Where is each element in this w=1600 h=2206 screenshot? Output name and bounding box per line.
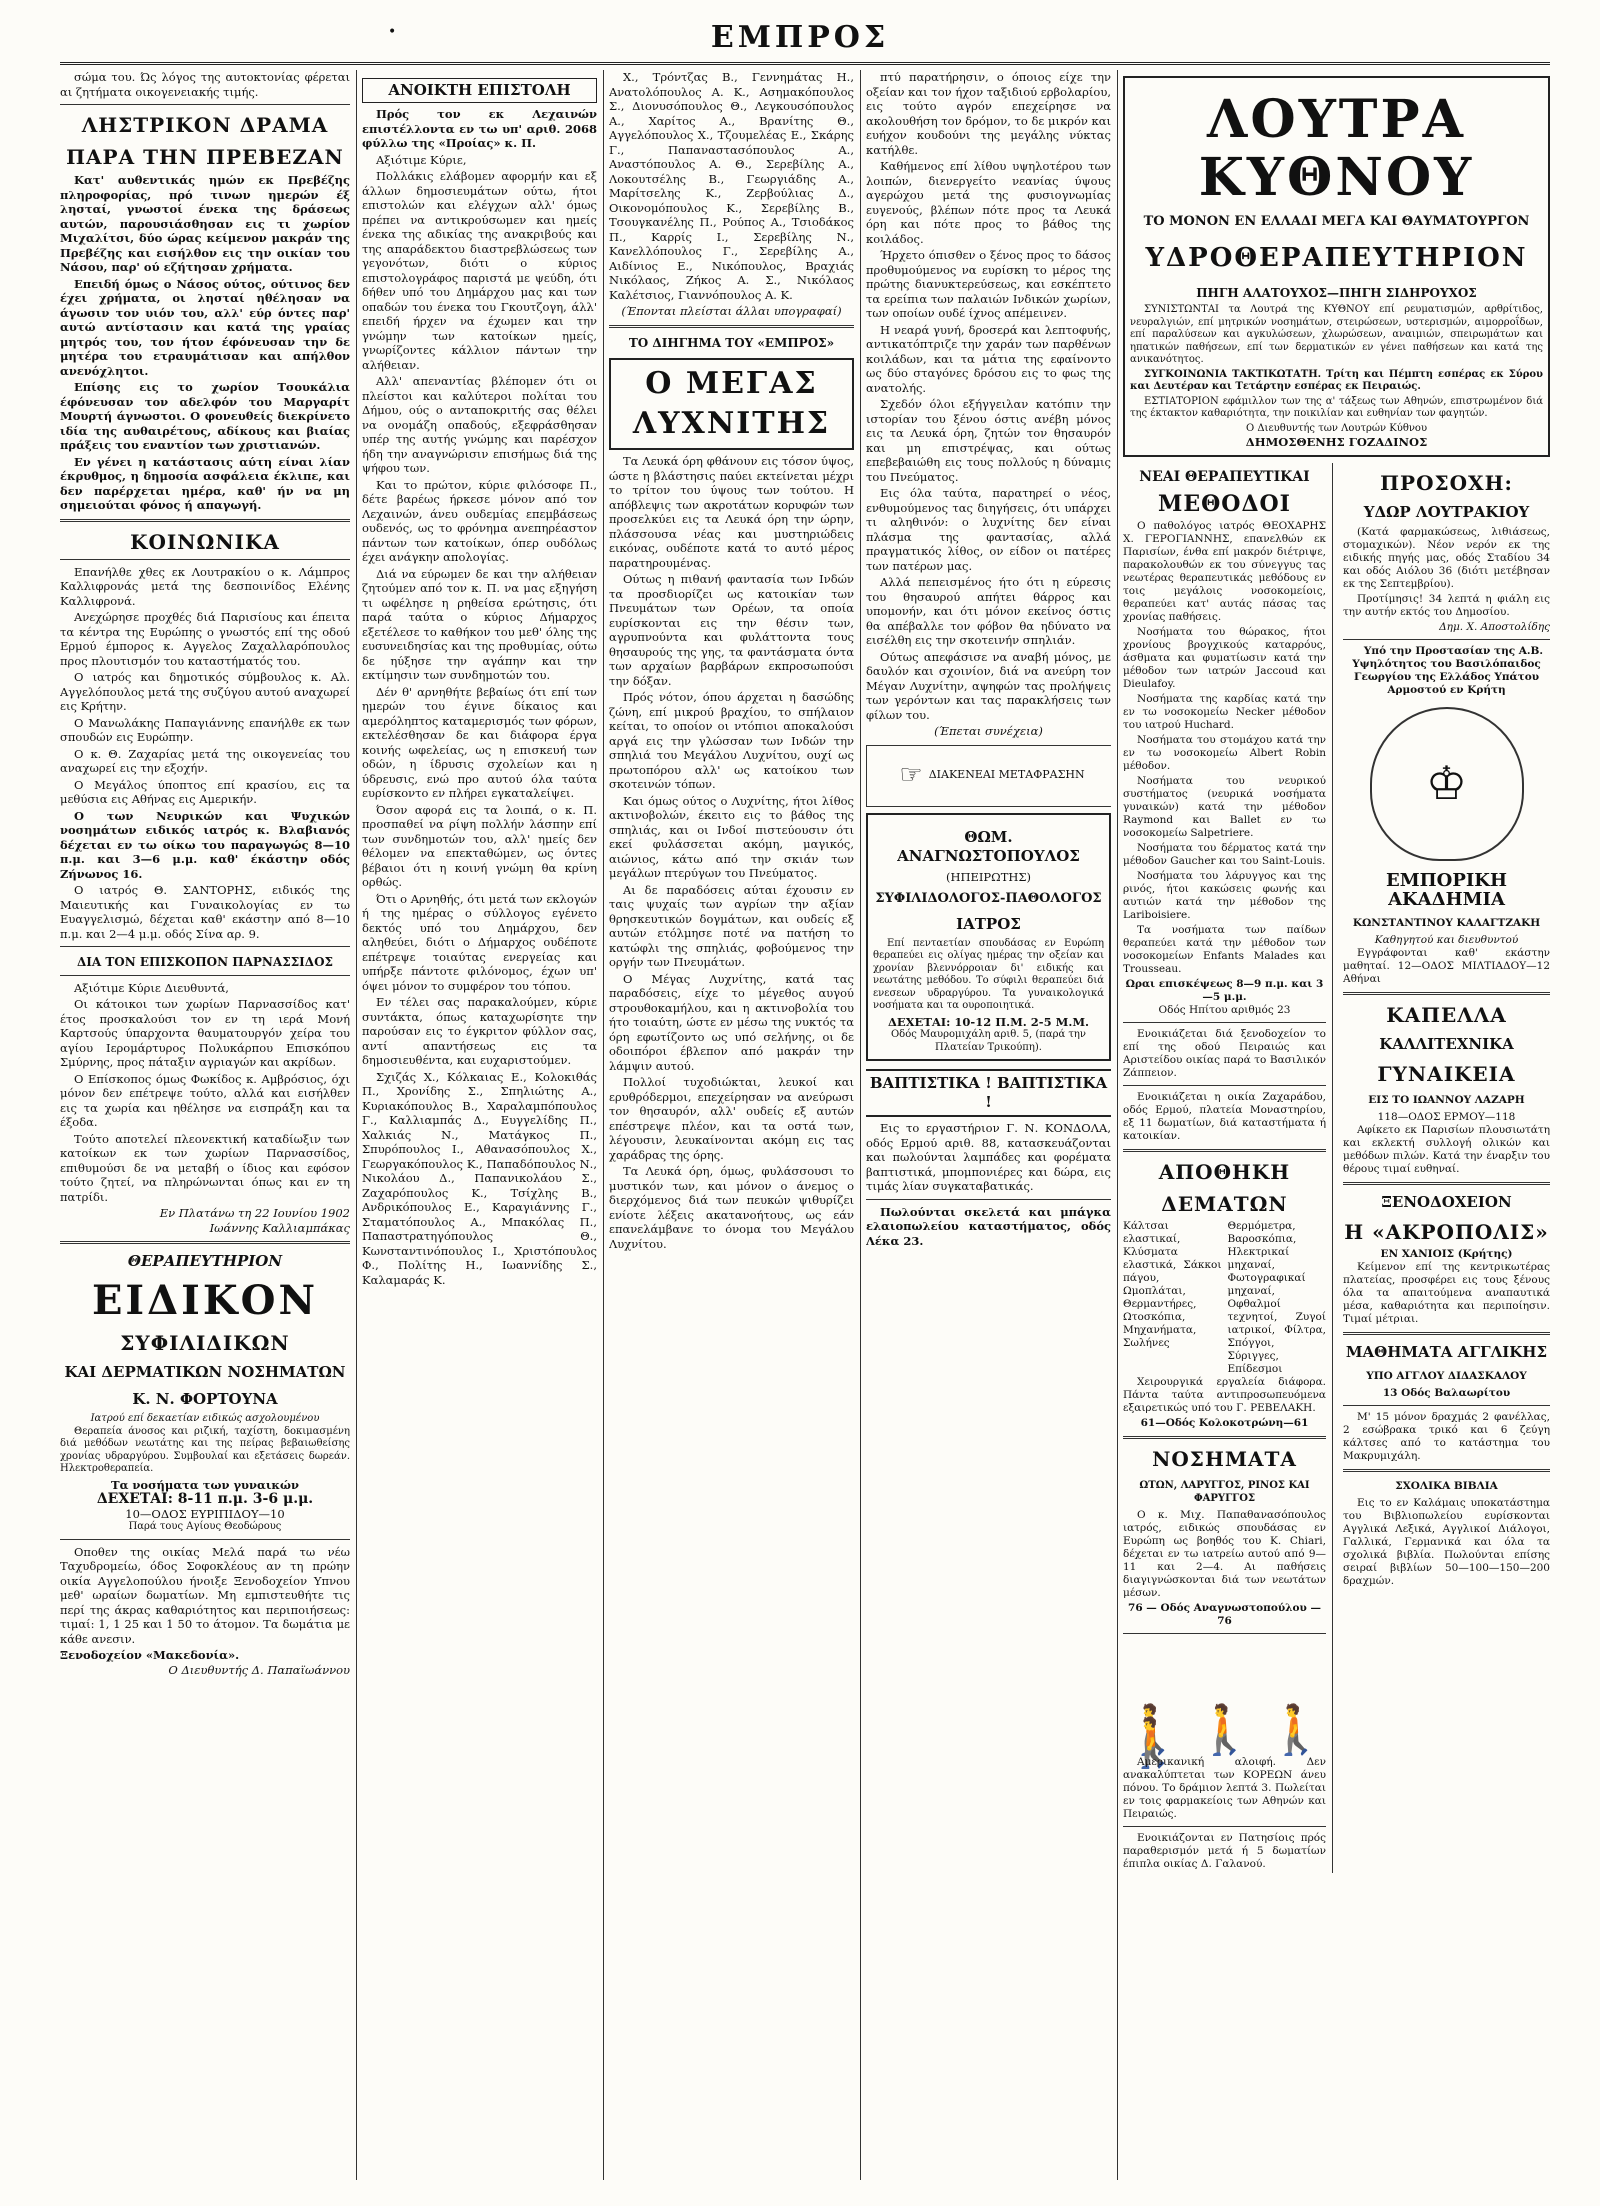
divider	[60, 1539, 350, 1540]
ad-address: 118—ΟΔΟΣ ΕΡΜΟΥ—118	[1377, 1110, 1516, 1123]
paragraph: Εν τέλει σας παρακαλούμεν, κύριε συντάκτα, όπως καταχωρίσητε την παρούσαν εις το έγκριτον φύλλον σας, αντί απαντήσεως εις τα δημοσιευθέντα, και ευχαριστούμεν.	[362, 995, 597, 1067]
ad-subtitle: ΥΠΟ ΑΓΓΛΟΥ ΔΙΔΑΣΚΑΛΟΥ	[1366, 1369, 1527, 1382]
ad-address: 13 Οδός Βαλαωρίτου	[1382, 1386, 1511, 1399]
ad-body: ΣΥΝΙΣΤΩΝΤΑΙ τα Λουτρά της ΚΥΘΝΟΥ επί ρευματισμών, αρθρίτιδος, νευραλγιών, επί μητρικών νοσημάτων, στειρώσεων, υστερισμών, αιμορροΐδων, επί παραλύσεων και αγκυλώσεων, χλωρώσεων, αναιμιών, σπειρωμάτων και ηπατικών παθήσεων, επί των δερματικών εν γένει παθήσεων και κατά της ανικανότητος.	[1130, 304, 1543, 365]
paragraph: Ούτως απεφάσισε να αναβή μόνος, με δαυλόν και σχοινίον, διά να ανεύρη τον Μέγαν Λυχνίτην, αψηφών τας προλήψεις των γερόντων και τας παρακλήσεις των φίλων του.	[866, 649, 1111, 722]
paragraph: Ο Μέγας Λυχνίτης, κατά τας παραδόσεις, είχε το μέγεθος αυγού στρουθοκαμήλου, και η ακτινοβολία του ήτο τοιαύτη, ώστε εν μέσω της νυκτός τα όρη εφωτίζοντο ως υπό σελήνης, οι δε οδοιπόροι έβλεπον από μακράν την λάμψιν αυτού.	[609, 971, 854, 1073]
ad-body: Επί πενταετίαν σπουδάσας εν Ευρώπη θεραπεύει εις ολίγας ημέρας την οξείαν και χρονίαν βλεννόρροιαν δι' ειδικής και νεωτάτης μεθόδου. Το σύφιλι θεραπεύει διά ενεσεων υδραργύρου. Τα γυναικολογικά νοσήματα και τα ουροποιητικά.	[873, 937, 1104, 1011]
salutation: Αξιότιμε Κύριε,	[376, 152, 467, 167]
column-4	[866, 70, 1111, 2180]
men-figures-illustration: 🚶🚶🚶🚶	[1123, 1701, 1326, 1771]
headline-open-letter: ΑΝΟΙΚΤΗ ΕΠΙΣΤΟΛΗ	[362, 78, 597, 103]
paragraph: Τούτο αποτελεί πλεονεκτική καταδίωξιν των κατοίκων εκ των χωρίων Παρνασσίδος, επιθυμούσι δε να μεταβή ο ίδιος και εφόσον τούτο ζητεί, να πληρώνωνται όπως και εν τη πατρίδι.	[60, 1131, 350, 1204]
column-3	[609, 70, 854, 2180]
ad-subtitle: ΤΟ ΜΟΝΟΝ ΕΝ ΕΛΛΑΔΙ ΜΕΓΑ ΚΑΙ ΘΑΥΜΑΤΟΥΡΓΟΝ	[1143, 214, 1530, 229]
product-list-right: Θερμόμετρα, Βαροσκόπια, Ηλεκτρικαί μηχαναί, Φωτογραφικαί μηχαναί, Οφθαλμοί τεχνητοί, Ζυγοί ιατρικοί, Φίλτρα, Σπόγγοι, Σύριγγες, Επίδεσμοι	[1227, 1219, 1326, 1375]
paragraph: Ο ιατρός Θ. ΣΑΝΤΟΡΗΣ, ειδικός της Μαιευτικής και Γυναικολογίας εν τω Ευαγγελισμώ, δέχεται καθ' εκάστην από 8—10 π.μ. και 2—4 μ.μ. οδός Σίνα αρ. 9.	[60, 883, 350, 941]
ad-body: Αμερικανική αλοιφή. Δεν ανακαλύπτεται των ΚΟΡΕΩΝ άνευ πόνου. Το δράμιον λεπτά 3. Πωλείται εν τοις φαρμακείοις των Αθηνών και Πειραιώς.	[1123, 1755, 1326, 1820]
ad-title: ΛΟΥΤΡΑ ΚΥΘΝΟΥ	[1198, 89, 1475, 208]
ad-body: Θεραπεία άνοσος και ριζική, ταχίστη, δοκιμασμένη διά μεθόδων νεωτάτης και της πείρας βεβαιωθείσης χρονίας υδραργύρου. Συμβουλαί και εξετάσεις δωρεάν. Ηλεκτροθεραπεία.	[60, 1425, 350, 1474]
divider	[60, 104, 350, 105]
column-rule	[603, 70, 604, 2180]
ad-title: ΔΕΜΑΤΩΝ	[1161, 1191, 1288, 1216]
section-label: ΤΟ ΔΙΗΓΗΜΑ ΤΟΥ «ΕΜΠΡΟΣ»	[628, 335, 835, 350]
divider	[1123, 1826, 1326, 1827]
paragraph: Ήρχετο όπισθεν ο ξένος προς το δάσος προθυμούμενος να ευρίσκη το μέρος της πρώτης διανυκτερεύσεως, και εσκέπτετο τα ερείπια των παλαιών Ινδικών χωρίων, των οποίων ουδέ ίχνος απέμεινεν.	[866, 248, 1111, 320]
ad-subtitle: Ιατρού επί δεκαετίαν ειδικώς ασχολουμένου	[90, 1413, 320, 1424]
divider	[866, 1199, 1111, 1200]
divider	[1343, 1405, 1550, 1406]
paragraph: Και το πρώτον, κύριε φιλόσοφε Π., δέτε βαρέως ήρκεσε μόνον από τον Λεχαινών, άνευ ουδεμίας επεμβάσεως ουδενός, ως το φρόνημα ανεπηρέαστον πάντων των κατοίκων, όπερ ουδόλως έχει ανάγκην απολογίας.	[362, 477, 597, 564]
headline-koinonika: ΚΟΙΝΩΝΙΚΑ	[130, 529, 280, 554]
ad-therapeutirion	[60, 1252, 350, 1534]
ad-body: Χειρουργικά εργαλεία διάφορα. Πάντα ταύτα αντιπροσωπευόμενα εξαιρετικώς υπό του Γ. ΡΕΒΕΛΑΚΗ.	[1123, 1375, 1326, 1414]
ad-body: Ενοικιάζονται εν Πατησίοις πρός παραθερισμόν μετά ή 5 δωματίων έπιπλα οικίας Δ. Γαλανού.	[1123, 1831, 1326, 1870]
paragraph: Καθήμενος επί λίθου υψηλοτέρου των λοιπών, διενεργείτο νεανίας ύψους αγερώχου μετά της φυσιογνωμίας ευγενούς, βλέπων πότε προς τα Λευκά όρη και πότε προς το βάθος της κοιλάδος.	[866, 159, 1111, 246]
divider	[60, 975, 350, 976]
ad-title: ΓΥΝΑΙΚΕΙΑ	[1377, 1061, 1516, 1086]
ad-body: Νοσήματα του δέρματος κατά την μέθοδον Gaucher και του Saint-Louis.	[1123, 841, 1326, 867]
ad-hotel-signature: Ο Διευθυντής Δ. Παπαϊωάννου	[168, 1662, 350, 1677]
ad-title: ΝΟΣΗΜΑΤΑ	[1152, 1446, 1297, 1471]
paragraph: Επειδή όμως ο Νάσος ούτος, ούτινος δεν έχει χρήματα, οι λησταί ηθέλησαν να άγωσιν τον υιόν του, αλλ' εύρ όντες παρ' αυτώ αντίστασιν και κατά της γραίας μητρός του, τον ήτον έφόνευσαν την δε μητέρα του ετραυμάτισαν και απήλθον ανενόχλητοι.	[60, 276, 350, 378]
product-list-left: Κάλτσαι ελαστικαί, Κλύσματα ελαστικά, Σάκκοι πάγου, Ωμοπλάται, Θερμαντήρες, Ωτοσκόπια, Μηχανήματα, Σωλήνες	[1123, 1219, 1222, 1349]
paragraph: Πρός νότον, όπου άρχεται η δασώδης ζώνη, επί μικρού βραχίου, το σπήλαιον κείται, το οποίον οι ντόπιοι αποκαλούσι αργά εις την γλώσσαν των Ινδών την σπηλιά του Μεγάλου Λυχνίτου, ουχί ως πρωτοπόρου αλλ' ως κατοίκου των σκοτεινών τόπων.	[609, 690, 854, 791]
paragraph: Ανεχώρησε προχθές διά Παρισίους και έπειτα τα κέντρα της Ευρώπης ο γνωστός επί της οδού Ερμού έμπορος κ. Αγγελος Ζαχαλλαρόπουλος προς πλουτισμόν του καταστήματός του.	[60, 610, 350, 668]
headline-baptistika: ΒΑΠΤΙΣΤΙΚΑ ! ΒΑΠΤΙΣΤΙΚΑ !	[866, 1069, 1111, 1117]
paragraph: Και όμως ούτος ο Λυχνίτης, ήτοι λίθος ακτινοβολών, έκειτο εις το βάθος της σπηλιάς, και οι Ινδοί πιστεύουσιν ότι εκεί φυλάσσεται ακόμη, μαγικός, αιώνιος, κάτω από την σκιάν των μεγάλων πτερύγων του Πνεύματος.	[609, 793, 854, 880]
signatories-note: (Έπονται πλείσται άλλαι υπογραφαί)	[621, 304, 842, 318]
ad-origin: (ΗΠΕΙΡΩΤΗΣ)	[945, 869, 1032, 884]
hand-caption: ΔΙΑΚΕΝΕΑΙ ΜΕΤΑΦΡΑΣΗΝ	[928, 768, 1085, 782]
paragraph: Η νεαρά γυνή, δροσερά και λεπτοφυής, αντικατόπτριζε την χαράν των παρθένων κοιλάδων, και τα μάτια της εφαίνοντο ως δύο σταγόνες δρόσου εις το φως της ανατολής.	[866, 322, 1111, 395]
ad-body: Νοσήματα της καρδίας κατά την εν τω νοσοκομείω Necker μέθοδον του ιατρού Huchard.	[1123, 692, 1326, 731]
paragraph: Εν γένει η κατάστασις αύτη είναι λίαν έκρυθμος, η δημοσία ασφάλεια έκλιπε, και δεν παρέρχεται ημέρα, καθ' ήν να μη σημειούται φόνος ή απαγωγή.	[60, 454, 350, 512]
signatories-list: Σχιζάς Χ., Κόλκαιας Ε., Κολοκιθάς Π., Χρονίδης Σ., Σπηλιώτης Α., Κυριακόπουλος Β., Χαραλαμπόπουλος Γ., Καλλιαμπάς Δ., Ευγγελίδης Π., Χαλκιάς Ν., Ματάγκος Π., Σπυρόπουλος Ι., Αθανασόπουλος Χ., Γεωργακόπουλος Κ., Παπαδόπουλος Ν., Νικολάου Δ., Παπανικολάου Σ., Ζαχαρόπουλος Κ., Τσίχλης Β., Ανδρικόπουλος Ε., Καραγιάννης Γ., Σταματόπουλος Α., Μπακόλας Π., Παπαστρατηγόπουλος Θ., Κωνσταντινόπουλος Ι., Χριστόπουλος Φ., Πολίτης Η., Ιωαννίδης Σ., Καλαμαράς Κ.	[362, 1069, 597, 1287]
headline-megas-lychnitis: Ο ΜΕΓΑΣ ΛΥΧΝΙΤΗΣ	[609, 358, 854, 450]
ad-body: Ενοικιάζεται διά ξενοδοχείον το επί της οδού Πειραιώς και Αριστείδου οικίας παρά το Βασιλικόν Ζάππειον.	[1123, 1027, 1326, 1079]
ad-subtitle: ΕΝ ΧΑΝΙΟΙΣ (Κρήτης)	[1380, 1247, 1513, 1260]
ad-doctor: Κ. Ν. ΦΟΡΤΟΥΝΑ	[132, 1390, 278, 1408]
paragraph: Ο κ. Θ. Ζαχαρίας μετά της οικογενείας του αναχωρεί εις την εξοχήν.	[60, 746, 350, 775]
paragraph: Τα Λευκά όρη, όμως, φυλάσσουσι το μυστικόν των, και μόνον ο άνεμος ο διερχόμενος διά των πευκών ψιθυρίζει ενίοτε λέξεις ακατανοήτους, ως εάν επανελάμβανε το όνομα του Μεγάλου Λυχνίτου.	[609, 1164, 854, 1251]
ad-signature: Δημ. Χ. Αποστολίδης	[1439, 620, 1550, 633]
ad-title: ΕΜΠΟΡΙΚΗ ΑΚΑΔΗΜΙΑ	[1386, 869, 1507, 910]
paragraph: Οι κάτοικοι των χωρίων Παρνασσίδος κατ' έτος προσκαλούσι τον εν τη ιερά Μονή Καρτσούς ύπαρχοντα θαυματουργόν χείρα του αγίου Ιερομάρτυρος Πολυκάρπου Επισκόπου Σμύρνης, προς πάταξιν αγριαγών και ακρίδων.	[60, 997, 350, 1069]
ad-body: Νοσήματα του νευρικού συστήματος (νευρικά νοσήματα γυναικών) κατά την μέθοδον Raymond και Ballet εν τω νοσοκομείω Salpetriere.	[1123, 774, 1326, 839]
ad-body: Εγγράφονται καθ' εκάστην μαθηταί. 12—ΟΔΟΣ ΜΙΛΤΙΑΔΟΥ—12 Αθήναι	[1343, 946, 1550, 985]
ad-title: ΜΕΘΟΔΟΙ	[1158, 490, 1291, 517]
ad-title: ΣΧΟΛΙΚΑ ΒΙΒΛΙΑ	[1395, 1479, 1498, 1492]
ad-body: Αφίκετο εκ Παρισίων πλουσιωτάτη και εκλεκτή συλλογή ολικών και μεθόδων πιλών. Κατά την έναρξιν του θέρους τιμαί ευθηναί.	[1343, 1123, 1550, 1175]
letter-signature: Ιωάννης Καλλιαμπάκας	[209, 1220, 350, 1235]
ad-title: ΚΑΙ ΔΕΡΜΑΤΙΚΩΝ ΝΟΣΗΜΑΤΩΝ	[64, 1363, 346, 1381]
ad-signature: ΔΗΜΟΣΘΕΝΗΣ ΓΟΖΑΔΙΝΟΣ	[1245, 435, 1428, 449]
column-5	[1123, 70, 1550, 2180]
paragraph: Σχεδόν όλοι εξήγγειλαν κατόπιν την ιστορίαν του ξένου όστις ανέβη μόνος εις τα Λευκά όρη, ζητών τον θησαυρόν και μη επιστρέψας, και ούτως επεβεβαιώθη εις τους πολλούς η δύναμις του Πνεύματος.	[866, 397, 1111, 484]
paragraph: Επίσης εις το χωρίον Τσουκάλια έφόνευσαν τον αδελφόν του Μαργαρίτ Μουρτή άγνωστοι. Ο φονευθείς διεκρίνετο ιδία της αυθαιρέτους, αδίκους και βιαίας πράξεις του εναντίον των χριστιανών.	[60, 380, 350, 452]
ad-name: ΘΩΜ. ΑΝΑΓΝΩΣΤΟΠΟΥΛΟΣ	[897, 827, 1080, 865]
ad-column-right	[1343, 463, 1550, 1873]
divider	[1343, 1182, 1550, 1185]
top-rule	[60, 62, 1550, 65]
ad-women: Τα νοσήματα των γυναικών	[111, 1477, 299, 1492]
headline-lestrikon: ΛΗΣΤΡΙΚΟΝ ΔΡΑΜΑ	[81, 113, 329, 137]
letter-date: Εν Πλατάνω τη 22 Ιουνίου 1902	[159, 1206, 350, 1220]
ad-address: 76 — Οδός Αναγνωστοπούλου — 76	[1128, 1601, 1321, 1627]
ad-body: Μ' 15 μόνον δραχμάς 2 φανέλλας, 2 εσώβρακα τρικό και 6 ζεύγη κάλτσες από το κατάστημα του Μακρυμιχάλη.	[1343, 1410, 1550, 1462]
ad-title: ΜΑΘΗΜΑΤΑ ΑΓΓΛΙΚΗΣ	[1345, 1342, 1548, 1361]
paragraph: Αι δε παραδόσεις αύται έχουσιν εν ταις ψυχαίς των αγρίων την αξίαν θρησκευτικών δογμάτων, και ουδείς εξ αυτών ετόλμησε ποτέ να πατήση το κατώφλι της σπηλιάς, φοβούμενος την οργήν των Πνευμάτων.	[609, 882, 854, 969]
paragraph: Ο ιατρός και δημοτικός σύμβουλος κ. Αλ. Αγγελόπουλος μετά της συζύγου αυτού αναχωρεί εις Κρήτην.	[60, 670, 350, 713]
divider	[1343, 992, 1550, 995]
divider	[60, 559, 350, 560]
ad-title: ΙΑΤΡΟΣ	[956, 914, 1021, 933]
headline-episkopos: ΔΙΑ ΤΟΝ ΕΠΙΣΚΟΠΟΝ ΠΑΡΝΑΣΣΙΔΟΣ	[76, 955, 334, 969]
ad-title: ΝΕΑΙ ΘΕΡΑΠΕΥΤΙΚΑΙ	[1139, 468, 1310, 485]
divider	[1123, 1149, 1326, 1152]
divider	[1123, 1022, 1326, 1023]
continued-note: (Έπεται συνέχεια)	[934, 724, 1043, 738]
ad-title: ΣΥΦΙΛΙΔΙΚΩΝ	[120, 1331, 290, 1355]
ad-subtitle: ΠΗΓΗ ΑΛΑΤΟΥΧΟΣ—ΠΗΓΗ ΣΙΔΗΡΟΥΧΟΣ	[1196, 285, 1477, 300]
paragraph: Πολλάκις ελάβομεν αφορμήν και εξ άλλων δημοσιευμάτων ούτω, ήτοι επιστολών και ελέγχων αλλ' όμως πρέπει να αντικρούσωμεν και ημείς ένεκα της αδικίας της ανακριβούς και της απαράδεκτου διαστρεβλώσεως των γεγονότων, διότι ο κύριος επιστολογράφος παριστά με ψεύδη, ότι δήθεν υπό του Δημάρχου μας και των οπαδών του ένεκα του Γκουτζογη, άλλ' επειδή ήρχεν να έχωμεν και την γνώμην των κατοίκων ημείς, γνωρίζοντες κάλλιον πάντων την αλήθειαν.	[362, 169, 597, 372]
ad-hotel-name: Ξενοδοχείον «Μακεδονία».	[60, 1648, 240, 1662]
ad-title: ΚΩΝΣΤΑΝΤΙΝΟΥ ΚΑΛΑΓΤΖΑΚΗ	[1352, 916, 1541, 929]
ad-body: Εις το εν Καλάμαις υποκατάστημα του Βιβλιοπωλείου ευρίσκονται Αγγλικά Λεξικά, Αγγλικοί Διάλογοι, Γαλλικά, Γερμανικά και όλα τα σχολικά βιβλία. Πωλούνται επίσης σειραί βιβλίων 50—100—150—200 δραχμών.	[1343, 1496, 1550, 1587]
ad-address: 10—ΟΔΟΣ ΕΥΡΙΠΙΔΟΥ—10	[125, 1506, 285, 1521]
ad-hours: Ωραι επισκέψεως 8—9 π.μ. και 3—5 μ.μ.	[1125, 977, 1324, 1003]
ad-hours: ΔΕΧΕΤΑΙ: 8-11 π.μ. 3-6 μ.μ.	[96, 1491, 314, 1507]
ad-title: ΑΠΟΘΗΚΗ	[1158, 1159, 1291, 1184]
column-rule	[860, 70, 861, 2180]
ad-anagnostopoulos	[866, 813, 1111, 1062]
divider	[1343, 1469, 1550, 1472]
masthead-title: ΕΜΠΡΟΣ	[710, 20, 890, 55]
ad-column-left	[1123, 463, 1333, 1873]
ad-body: Κείμενον επί της κεντρικωτέρας πλατείας, προσφέρει εις τους ξένους όλα τα απαιτούμενα αναπαυτικά μέσα, καθαριότητα και περιποίησιν. Τιμαί μέτριαι.	[1343, 1260, 1550, 1325]
ad-body: (Κατά φαρμακώσεως, λιθιάσεως, στομαχικών). Νέον νερόν εκ της ειδικής πηγής μας, οδός Σταδίου 34 και οδός Αιόλου 36 (διότι μετέβησαν εκ της Σεπτεμβρίου).	[1343, 525, 1550, 590]
ad-grid	[1123, 463, 1550, 1873]
ad-address: Παρά τους Αγίους Θεοδώρους	[128, 1521, 282, 1532]
ad-address: Οδός Μαυρομιχάλη αριθ. 5, (παρά την Πλατείαν Τρικούπη).	[890, 1029, 1087, 1053]
ad-body: ΕΣΤΙΑΤΟΡΙΟΝ εφάμιλλον των της α' τάξεως των Αθηνών, επιστρωμένον διά της έκτακτον καθαριότητα, την ποικιλίαν και ευθηνίαν των φαγητών.	[1130, 395, 1543, 419]
column-rule	[1117, 70, 1118, 2180]
paragraph: Εις όλα ταύτα, παρατηρεί ο νέος, ενθυμούμενος τας διηγήσεις, ότι υπάρχει τι αληθινόν: ο λυχνίτης δεν είναι πλάσμα της φαντασίας, αλλά πραγματικός λίθος, ον είδον οι πατέρες των πατέρων μας.	[866, 486, 1111, 573]
ad-hotel-body: Οποθεν της οικίας Μελά παρά τω νέω Ταχυδρομείω, όδος Σοφοκλέους αν τη πρώην οικία Αγγελοπούλου ήνοιξε Ξενοδοχείον Υπνου μεθ' ωραίων δωματίων. Μη εμπιστευθήτε τις περί της άκρας καθαριότητος και περιποιήσεως: τιμαί: 1, 1 25 και 1 50 το άτομον. Τα δωμάτια με κάθε ανεσιν.	[60, 1544, 350, 1646]
column-1	[60, 70, 350, 2180]
paragraph: Ο των Νευρικών και Ψυχικών νοσημάτων ειδικός ιατρός κ. Βλαβιανός δέχεται εν τω οίκω του παραγωγώς 8—10 π.μ. και 3—6 μ.μ. καθ' έκάστην οδός Ζήνωνος 16.	[60, 808, 350, 881]
ad-title: ΥΔΡΟΘΕΡΑΠΕΥΤΗΡΙΟΝ	[1145, 242, 1528, 273]
ad-title: ΕΙΔΙΚΟΝ	[91, 1277, 319, 1324]
ad-body: ΣΥΓΚΟΙΝΩΝΙΑ ΤΑΚΤΙΚΩΤΑΤΗ. Τρίτη και Πέμπτη εσπέρας εκ Σύρου και Δευτέραν και Τετάρτην εσπέρας εκ Πειραιώς.	[1130, 368, 1543, 392]
headline-preveza: ΠΑΡΑ ΤΗΝ ΠΡΕΒΕΖΑΝ	[66, 145, 344, 169]
divider	[1123, 1633, 1326, 1634]
ad-title: ΞΕΝΟΔΟΧΕΙΟΝ	[1381, 1192, 1512, 1211]
paragraph: Διά να εύρωμεν δε και την αλήθειαν ζητούμεν από τον κ. Π. να μας εξηγήση τι ωφέλησε η ρηθείσα ερώτησις, ότι παρά ταύτα ο κύριος Δήμαρχος εξετέλεσε το καθήκον του μεθ' όλης της ευσυνειδησίας και της προθυμίας, ούτω δε ηύξησε την αγάπην και την εκτίμησιν των συνδημοτών του.	[362, 566, 597, 682]
ad-body: Νοσήματα του στομάχου κατά την εν τω νοσοκομείω Albert Robin μέθοδον.	[1123, 733, 1326, 772]
paragraph: Ο Μεγάλος ύποπτος επί κρασίου, εις τα μεθύσια εις Αθήνας εις Αμερικήν.	[60, 777, 350, 806]
divider	[1123, 1085, 1326, 1086]
divider	[1343, 1332, 1550, 1335]
bullet-mark: •	[388, 24, 397, 40]
paragraph: Ούτως η πιθανή φαντασία των Ινδών τα προσδιορίζει ως κατοικίαν των Πνευμάτων των Ορέων, τα οποία ευρίσκονται εις την θέσιν των, αγρυπνούντα και φυλάττοντα τους θησαυρούς της γης, τα φαντάσματα όντα των αρχαίων βαρβάρων εκπροσωπούσι την δόξαν.	[609, 572, 854, 688]
paragraph: Αλλ' απεναντίας βλέπομεν ότι οι πλείστοι και καλύτεροι πολίται του Δήμου, ούς ο ανταποκριτής σας θέλει να ονομάζη οπαδούς, εξεφράσθησαν υπέρ της αυτής γνώμης και παρέσχον ήδη την αναγνώρισιν επισήμως διά της ψήφου των.	[362, 374, 597, 475]
paragraph: Πολλοί τυχοδιώκται, λευκοί και ερυθρόδερμοι, επεχείρησαν να ανεύρωσι τον θησαυρόν, αλλ' ουδείς εξ αυτών επέστρεψε πλέον, και τα οστά των, λέγουσιν, λευκαίνονται ακόμη εις τας χαράδρας της όρης.	[609, 1075, 854, 1162]
salutation: Αξιότιμε Κύριε Διευθυντά,	[74, 980, 229, 995]
ad-title: ΚΑΛΛΙΤΕΧΝΙΚΑ	[1379, 1034, 1514, 1053]
ad-body: Τα νοσήματα των παίδων θεραπεύει κατά την μέθοδον των νοσοκομείων Enfants Malades και Trousseau.	[1123, 923, 1326, 975]
paragraph: Αλλά πεπεισμένος ήτο ότι η εύρεσις του θησαυρού απήτει θάρρος και υπομονήν, και ότι μόνον εκείνος όστις θα απέβαλλε τον φόβον θα ηδύνατο να εισέλθη εις την σκοτεινήν σπηλιάν.	[866, 575, 1111, 647]
paragraph: Επανήλθε χθες εκ Λουτρακίου ο κ. Λάμπρος Καλλιφρονάς μετά της δεσποινίδος Ελένης Καλλιφρονά.	[60, 564, 350, 608]
pointing-hand-icon: ☞ ΔΙΑΚΕΝΕΑΙ ΜΕΤΑΦΡΑΣΗΝ	[866, 745, 1111, 807]
ad-product-list	[1123, 1220, 1326, 1376]
divider	[609, 325, 854, 328]
divider	[1123, 1436, 1326, 1439]
ad-body: Προτίμησις! 34 λεπτά η φιάλη εις την αυτήν εκτός του Δημοσίου.	[1343, 592, 1550, 618]
ad-body: Νοσήματα του λάρυγγος και της ρινός, ήτοι κακώσεις φωνής και αυτιών κατά την μέθοδον της Lariboisiere.	[1123, 869, 1326, 921]
paragraph: Ο Μανωλάκης Παπαγιάννης επανήλθε εκ των σπουδών εις Ευρώπην.	[60, 715, 350, 744]
ad-subtitle: ΩΤΩΝ, ΛΑΡΥΓΓΟΣ, ΡΙΝΟΣ ΚΑΙ ΦΑΡΥΓΓΟΣ	[1139, 1479, 1310, 1504]
ad-signature: Ο Διευθυντής των Λουτρών Κύθνου	[1245, 422, 1428, 434]
divider	[60, 519, 350, 522]
paragraph: Κατ' αυθεντικάς ημών εκ Πρεβέζης πληροφορίας, πρό τινων ημερών έξ λησταί, γνωστοί ένεκα της δράσεως αυτών, παρουσιάσθησαν εις τι χωρίον Μιχαλίτσι, δύο ώρας κείμενον μακράν της Πρεβέζης και εισήλθον εις την οικίαν του Νάσου, παρ' ού εζήτησαν χρήματα.	[60, 173, 350, 274]
ad-body: Νοσήματα του θώρακος, ήτοι χρονίους βρογχικούς καταρρόυς, άσθματα και φυματίωσιν κατά την μέθοδον των ιατρών Jaccoud και Dieulafoy.	[1123, 625, 1326, 690]
ad-title: ΥΔΩΡ ΛΟΥΤΡΑΚΙΟΥ	[1363, 502, 1530, 521]
ad-title: ΠΡΟΣΟΧΗ:	[1380, 470, 1513, 495]
ad-address: Οδός Ηπίτου αριθμός 23	[1158, 1003, 1291, 1016]
ad-title: ΣΥΦΙΛΙΔΟΛΟΓΟΣ-ΠΑΘΟΛΟΓΟΣ	[875, 891, 1102, 906]
ad-title: ΚΑΠΕΛΛΑ	[1386, 1002, 1507, 1027]
ad-title: ΘΕΡΑΠΕΥΤΗΡΙΟΝ	[127, 1252, 283, 1270]
divider	[60, 1241, 350, 1244]
paragraph: πτύ παρατήρησιν, ο όποιος είχε την οξείαν και τον ήχον ταξιδιού ερβολαρίου, εις τούτο αγρόν επεχείρησε να ακολουθήση τον δρόμον, το δε μικρόν και ευήχον κουδούνι της μεγάλης νύκτας κατήλθε.	[866, 70, 1111, 157]
column-rule	[356, 70, 357, 2180]
signatories-list: Χ., Τρόντζας Β., Γεννημάτας Η., Ανατολόπουλος Α. Κ., Ασημακόπουλος Σ., Διονυσόπουλος Θ., Λεγκουσόπουλος Α., Χαρίτος Α., Βρανίτης Θ., Αγγελόπουλος Χ., Τζουμελέας Ε., Σκάρης Γ., Παπαναστασόπουλος Α., Αναστόπουλος Α. Θ., Σερεβίλης Α., Λοκουτσέλης Β., Γεωργιάδης Α., Μαρίτσελης Κ., Ζερβούλιας Δ., Οικονομόπουλος Κ., Σερεβίλης Β., Τσουγκανέλης Π., Ρούπος Α., Τσιοδάκος Π., Καρρίς Ι., Σερεβίλης Ν., Κανελλόπουλος Γ., Σερεβίλης Α., Αιδίνιος Ε., Νικόπουλος, Βραχιάς Νικόλαος, Ζήκος Α. Σ., Νικόλαος Καλέτσιος, Γιαννόπουλος Α. Κ.	[609, 70, 854, 302]
paragraph: Τα Λευκά όρη φθάνουν εις τόσον ύψος, ώστε η βλάστησις παύει εκτείνεται μέχρι το τρίτον του ύψους των τούτου. Η απόβλεψις των ακροτάτων κορυφών των προσελκύει εις τα Λευκά όρη την ώρην, πλάσσουσα νέας και μυστηριώδεις εικόνας, ουδέποτε κατά το αυτό μέρος παρατηρουμένας.	[609, 454, 854, 570]
ad-title: ΕΙΣ ΤΟ ΙΩΑΝΝΟΥ ΛΑΖΑΡΗ	[1368, 1093, 1525, 1106]
divider	[1343, 639, 1550, 640]
ad-subtitle: Καθηγητού και διευθυντού	[1374, 933, 1519, 946]
paragraph: Ότι ο Αρνηθής, ότι μετά των εκλογών ή της ημέρας ο σύλλογος εγένετο δεκτός υπό του Δημάρχου, δεν αληθεύει, διότι ο Δήμαρχος ουδέποτε επέτρεψε τοιαύτας ενεργείας και υπήρξε πάντοτε φιλόνομος, έχων υπ' όψει μόνον το συμφέρον του τόπου.	[362, 891, 597, 993]
royal-coat-of-arms-icon: ♔	[1370, 707, 1524, 861]
ad-body: Ο κ. Μιχ. Παπαθανασόπουλος ιατρός, ειδικώς σπουδάσας εν Ευρώπη ως βοηθός του Κ. Chiari, δέχεται εν τω ιατρείω αυτού από 9—11 και 2—4. Αι παθήσεις διαγιγνώσκονται διά των νεωτάτων μέσων.	[1123, 1508, 1326, 1599]
newspaper-page	[60, 20, 1550, 2190]
ad-body: Ενοικιάζεται η οικία Ζαχαράδου, οδός Ερμού, πλατεία Μοναστηρίου, εξ 11 δωματίων, διά καταστήματα ή κατοικίαν.	[1123, 1090, 1326, 1142]
divider	[60, 946, 350, 947]
paragraph: Δέν θ' αρνηθήτε βεβαίως ότι επί των ημερών του έγινε δίκαιος και αμερόληπτος καταμερισμός των φόρων, εκτελέσθησαν δε και διάφορα έργα κοινής ωφελείας, ως η επισκευή των οδών, η ίδρυσις σχολείων και η ύδρευσις, ενώ προ αυτού όλα ταύτα ευρίσκοντο εν πλήρει εγκαταλείψει.	[362, 684, 597, 800]
article-tail: σώμα του. Ώς λόγος της αυτοκτονίας φέρεται αι ζητήματα οικογενειακής τιμής.	[60, 70, 350, 99]
ad-address: 61—Οδός Κολοκοτρώνη—61	[1140, 1416, 1309, 1429]
ad-title: Η «ΑΚΡΟΠΟΛΙΣ»	[1344, 1219, 1549, 1244]
ad-body: Πωλούνται σκελετά και μπάγκα ελαιοπωλείου καταστήματος, οδός Λέκα 23.	[866, 1204, 1111, 1248]
paragraph: Ο Επίσκοπος όμως Φωκίδος κ. Αμβρόσιος, όχι μόνον δεν επέτρεψε τούτο, αλλά και εισήλθεν εις τα χωρία και ηθέλησε να εισπράξη και τα έξοδα.	[60, 1071, 350, 1129]
column-2	[362, 70, 597, 2180]
ad-loutra-kythnou	[1123, 76, 1550, 457]
ad-hours: ΔΕΧΕΤΑΙ: 10-12 Π.Μ. 2-5 Μ.Μ.	[887, 1014, 1090, 1029]
ad-body: Εις το εργαστήριον Γ. Ν. ΚΟΝΔΟΛΑ, οδός Ερμού αριθ. 88, κατασκευάζονται και πωλούνται λαμπάδες και φορέματα βαπτιστικά, μπομπονιέρες και δώρα, εις τιμάς λίαν συγκαταβατικάς.	[866, 1121, 1111, 1193]
paragraph: Όσον αφορά εις τα λοιπά, ο κ. Π. προσπαθεί να ρίψη πολλήν λάσπην επί των συνδημοτών του, αλλ' ημείς δεν θέλομεν να επεκταθώμεν, ως όντες βέβαιοι ότι η κοινή γνώμη θα κρίνη ορθώς.	[362, 802, 597, 889]
letter-subtitle: Πρός τον εκ Λεχαινών επιστέλλοντα εν τω υπ' αριθ. 2068 φύλλω της «Προίας» κ. Π.	[362, 107, 597, 150]
ad-patronage: Υπό την Προστασίαν της Α.Β. Υψηλότητος του Βασιλόπαιδος Γεωργίου της Ελλάδος Υπάτου Αρμοστού εν Κρήτη	[1352, 644, 1544, 696]
ad-body: Ο παθολόγος ιατρός ΘΕΟΧΑΡΗΣ Χ. ΓΕΡΟΓΙΑΝΝΗΣ, επανελθών εκ Παρισίων, ένθα επί μακρόν διέτριψε, παρακολουθών εκ του σύνεγγυς τας νεωτέρας θεραπευτικάς μεθόδους εν τοις μεγάλοις νοσοκομείοις, θεραπεύει κατ' αυτάς πάσας τας χρονίας παθήσεις.	[1123, 519, 1326, 623]
